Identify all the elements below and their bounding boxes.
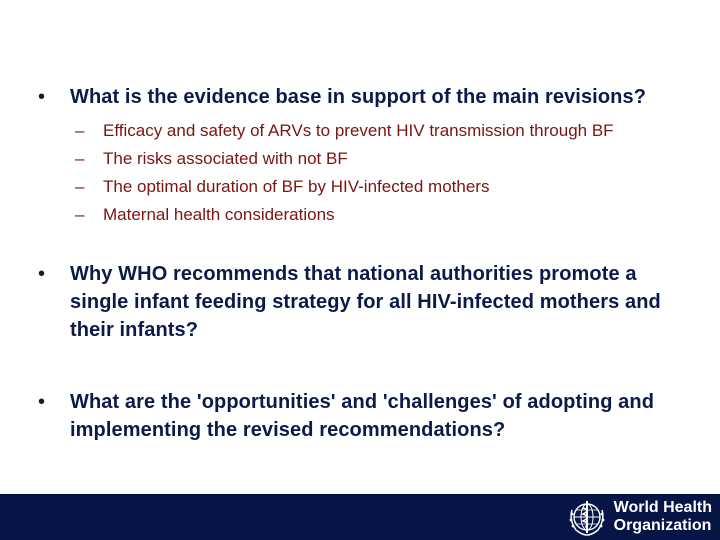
bullet-text: What are the 'opportunities' and 'challenges' of adopting and implementing the revised recommendations?: [70, 391, 655, 441]
bullet-text: Why WHO recommends that national authorities promote a single infant feeding strategy for all HIV-infected mothers and their infants?: [70, 263, 661, 341]
sub-bullet-marker: –: [75, 121, 85, 140]
bullet-3: [30, 388, 700, 444]
sub-item-text: The optimal duration of BF by HIV-infected mothers: [103, 177, 490, 196]
bullet-marker: •: [38, 263, 46, 285]
sub-item-text: The risks associated with not BF: [103, 149, 348, 168]
sub-bullet-marker: –: [75, 149, 85, 168]
sub-item: [75, 201, 700, 229]
who-logo: [566, 496, 712, 538]
bullet-text: What is the evidence base in support of the main revisions?: [70, 86, 647, 108]
footer-bar: [0, 494, 720, 540]
bullet-marker: •: [38, 86, 46, 108]
bullet-1: [30, 83, 700, 229]
sub-item: [75, 173, 700, 201]
bullet-marker: •: [38, 391, 46, 413]
who-wordmark-line1: World Health: [613, 499, 712, 516]
sub-item-text: Maternal health considerations: [103, 205, 335, 224]
sub-item: [75, 145, 700, 173]
sub-bullet-marker: –: [75, 205, 85, 224]
sub-bullet-marker: –: [75, 177, 85, 196]
who-emblem-icon: [566, 496, 608, 538]
sub-item: [75, 117, 700, 145]
sub-list: [30, 117, 700, 229]
who-wordmark-line2: Organization: [613, 517, 712, 534]
who-wordmark: [614, 499, 712, 535]
sub-item-text: Efficacy and safety of ARVs to prevent HIV transmission through BF: [103, 121, 614, 140]
bullet-2: [30, 260, 700, 344]
